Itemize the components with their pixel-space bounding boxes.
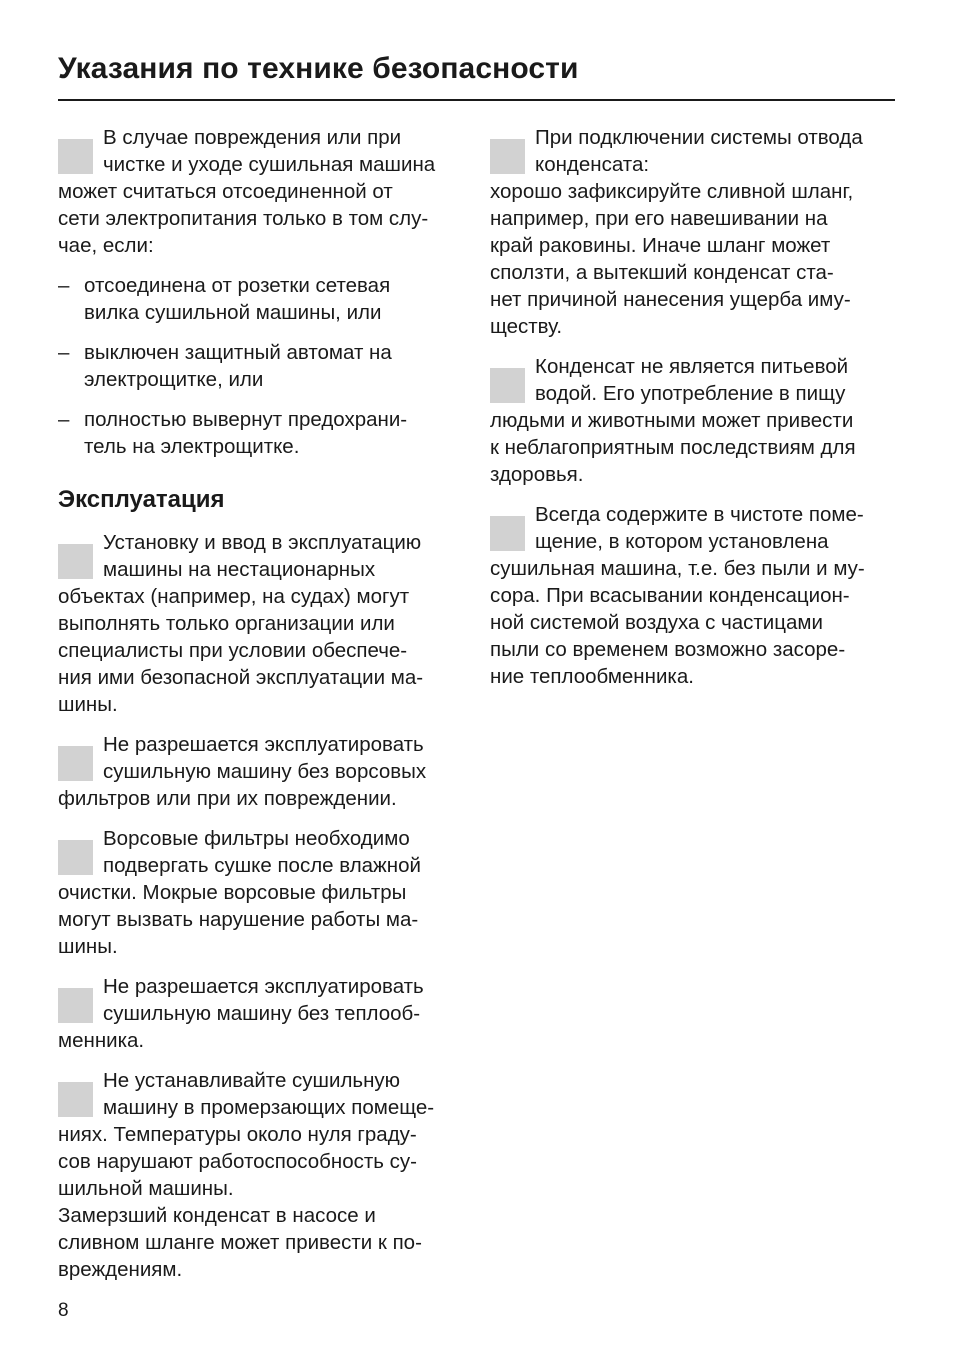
text-line: щение, в котором установлена [535,530,829,553]
text-line: машины на нестационарных [103,558,376,581]
dash-bullet: – [58,274,70,297]
text-line: сушильная машина, т.е. без пыли и му- [490,557,865,580]
text-line: ной системой воздуха с частицами [490,611,823,634]
safety-paragraph-heat-exchanger [58,973,468,1054]
safety-paragraph-nonstationary [58,529,468,718]
text-line: Конденсат не является питьевой [535,355,849,378]
list-item [58,272,468,326]
text-line: например, при его навешивании на [490,207,828,230]
text-line: отсоединена от розетки сетевая [84,274,391,297]
text-line: Не разрешается эксплуатировать [103,733,424,756]
left-column [58,124,468,1296]
page-number: 8 [58,1300,69,1321]
warning-square-icon [58,840,93,875]
text-line: менника. [58,1029,145,1052]
warning-square-icon [58,746,93,781]
warning-square-icon [490,516,525,551]
text-line: тель на электрощитке. [84,435,300,458]
warning-square-icon [490,368,525,403]
text-line: здоровья. [490,463,584,486]
text-line: шины. [58,693,118,716]
text-line: сушильную машину без теплооб- [103,1002,421,1025]
page-title: Указания по технике безопасности [58,52,579,85]
text-line: полностью вывернут предохрани- [84,408,408,431]
text-line: хорошо зафиксируйте сливной шланг, [490,180,854,203]
safety-paragraph-not-drinkable [490,353,900,488]
safety-paragraph-filter-drying [58,825,468,960]
section-heading-operation: Эксплуатация [58,486,225,513]
text-line: сливном шланге может привести к по- [58,1231,422,1254]
text-line: фильтров или при их повреждении. [58,787,397,810]
text-line: Не разрешается эксплуатировать [103,975,424,998]
text-line: конденсата: [535,153,650,176]
text-line: сов нарушают работоспособность су- [58,1150,417,1173]
text-line: могут вызвать нарушение работы ма- [58,908,419,931]
text-line: очистки. Мокрые ворсовые фильтры [58,881,407,904]
text-line: Замерзший конденсат в насосе и [58,1204,376,1227]
dash-bullet: – [58,408,70,431]
text-line: шильной машины. [58,1177,234,1200]
warning-square-icon [58,544,93,579]
text-line: подвергать сушке после влажной [103,854,421,877]
text-line: Всегда содержите в чистоте поме- [535,503,864,526]
safety-paragraph-lint-filters [58,731,468,812]
warning-square-icon [58,1082,93,1117]
text-line: Не устанавливайте сушильную [103,1069,401,1092]
list-item [58,339,468,393]
text-line: выполнять только организации или [58,612,395,635]
text-line: При подключении системы отвода [535,126,863,149]
text-line: В случае повреждения или при [103,126,402,149]
text-line: к неблагоприятным последствиям для [490,436,856,459]
text-line: людьми и животными может привести [490,409,854,432]
warning-square-icon [490,139,525,174]
text-line: нет причиной нанесения ущерба иму- [490,288,851,311]
text-line: Установку и ввод в эксплуатацию [103,531,422,554]
text-line: может считаться отсоединенной от [58,180,393,203]
text-line: вреждениям. [58,1258,183,1281]
text-line: объектах (например, на судах) могут [58,585,410,608]
disconnect-conditions-list [58,272,468,460]
text-line: специалисты при условии обеспече- [58,639,408,662]
text-line: сушильную машину без ворсовых [103,760,427,783]
right-column [490,124,900,703]
text-line: пыли со временем возможно засоре- [490,638,846,661]
text-line: сети электропитания только в том слу- [58,207,429,230]
safety-paragraph-disconnect [58,124,468,259]
text-line: электрощитке, или [84,368,264,391]
warning-square-icon [58,139,93,174]
text-line: чистке и уходе сушильная машина [103,153,436,176]
text-line: ществу. [490,315,563,338]
safety-paragraph-frost [58,1067,468,1283]
dash-bullet: – [58,341,70,364]
list-item [58,406,468,460]
text-line: ние теплообменника. [490,665,694,688]
text-line: машину в промерзающих помеще- [103,1096,435,1119]
text-line: выключен защитный автомат на [84,341,392,364]
text-line: вилка сушильной машины, или [84,301,382,324]
title-divider [58,99,895,101]
safety-paragraph-condensate-drain [490,124,900,340]
text-line: сползти, а вытекший конденсат ста- [490,261,834,284]
safety-paragraph-clean-room [490,501,900,690]
text-line: чае, если: [58,234,154,257]
text-line: ния ими безопасной эксплуатации ма- [58,666,424,689]
text-line: ниях. Температуры около нуля граду- [58,1123,417,1146]
text-line: край раковины. Иначе шланг может [490,234,831,257]
text-line: сора. При всасывании конденсацион- [490,584,850,607]
warning-square-icon [58,988,93,1023]
text-line: Ворсовые фильтры необходимо [103,827,410,850]
text-line: шины. [58,935,118,958]
text-line: водой. Его употребление в пищу [535,382,846,405]
